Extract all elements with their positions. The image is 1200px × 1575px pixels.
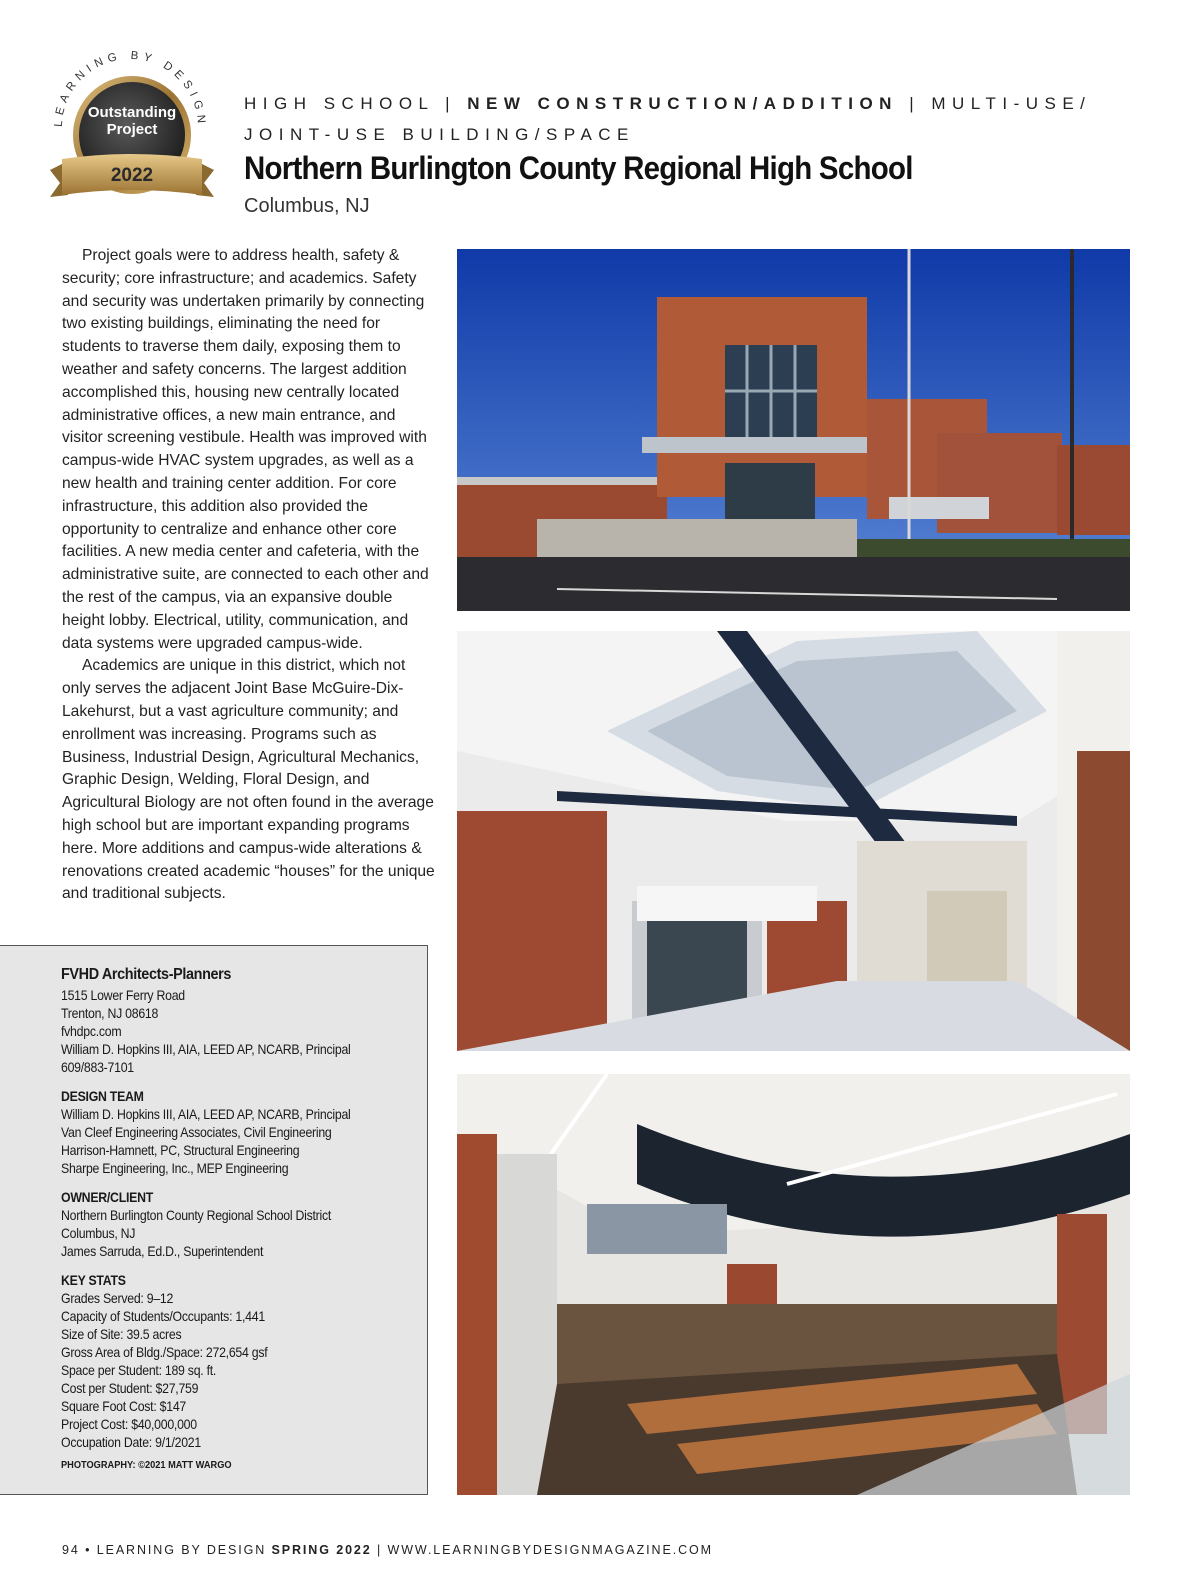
media-center-photo bbox=[457, 1074, 1130, 1495]
page-footer bbox=[62, 1543, 713, 1557]
design-team-item: Harrison-Hamnett, PC, Structural Engineering bbox=[61, 1142, 300, 1158]
article-paragraph: Academics are unique in this district, which not only serves the adjacent Joint Base McGuire-Dix-Lakehurst, but a vast agriculture community; and enrollment was increasing. Programs such as Business, Industrial Design, Agricultural Mechanics, Graphic Design, Welding, Floral Design, and Agricultural Biology are not often found in the average high school but are important expanding programs here. More additions and campus-wide alterations & renovations created academic “houses” for the unique and traditional subjects. bbox=[62, 657, 435, 903]
owner-heading: OWNER/CLIENT bbox=[61, 1189, 153, 1205]
lobby-photo bbox=[457, 631, 1130, 1051]
firm-line: Trenton, NJ 08618 bbox=[61, 1005, 159, 1021]
article-paragraph: Project goals were to address health, safety & security; core infrastructure; and academics. Safety and security was undertaken primarily by connecting two existing buildings, eliminating the need for students to traverse them daily, exposing them to weather and safety concerns. The largest addition accomplished this, housing new centrally located administrative offices, a new main entrance, and visitor screening vestibule. Health was improved with campus-wide HVAC system upgrades, as well as a new health and training center addition. For core infrastructure, this addition also provided the opportunity to centralize and enhance other core facilities. A new media center and cafeteria, with the administrative suite, are connected to each other and the rest of the campus, via an expansive double height lobby. Electrical, utility, communication, and data systems were upgraded campus-wide. bbox=[62, 247, 429, 652]
article-body bbox=[62, 245, 438, 906]
design-team-heading: DESIGN TEAM bbox=[61, 1088, 144, 1104]
category-line bbox=[244, 88, 1144, 150]
location: Columbus, NJ bbox=[244, 195, 370, 217]
category-high-school: HIGH SCHOOL | bbox=[244, 94, 468, 113]
key-stat: Grades Served: 9–12 bbox=[61, 1290, 174, 1306]
key-stat: Size of Site: 39.5 acres bbox=[61, 1326, 182, 1342]
page-title: Northern Burlington County Regional High School bbox=[244, 150, 913, 186]
key-stat: Space per Student: 189 sq. ft. bbox=[61, 1362, 217, 1378]
project-info-box bbox=[0, 945, 428, 1495]
owner-item: Northern Burlington County Regional School District bbox=[61, 1207, 332, 1223]
key-stat: Gross Area of Bldg./Space: 272,654 gsf bbox=[61, 1344, 268, 1360]
firm-line: 1515 Lower Ferry Road bbox=[61, 987, 185, 1003]
key-stat: Occupation Date: 9/1/2021 bbox=[61, 1434, 201, 1450]
magazine-url: | WWW.LEARNINGBYDESIGNMAGAZINE.COM bbox=[371, 1543, 713, 1557]
category-new-construction: NEW CONSTRUCTION/ADDITION bbox=[467, 94, 898, 113]
firm-line: fvhdpc.com bbox=[61, 1023, 122, 1039]
category-joint-use: JOINT-USE BUILDING/SPACE bbox=[244, 125, 635, 144]
award-badge bbox=[40, 35, 220, 210]
key-stat: Cost per Student: $27,759 bbox=[61, 1380, 199, 1396]
badge-arc-text: LEARNING BY DESIGN bbox=[52, 49, 208, 129]
owner-item: Columbus, NJ bbox=[61, 1225, 136, 1241]
issue-label: SPRING 2022 bbox=[271, 1543, 372, 1557]
category-multi-use: | MULTI-USE/ bbox=[897, 94, 1092, 113]
key-stat: Project Cost: $40,000,000 bbox=[61, 1416, 197, 1432]
firm-name: FVHD Architects-Planners bbox=[61, 966, 232, 983]
key-stat: Capacity of Students/Occupants: 1,441 bbox=[61, 1308, 265, 1324]
design-team-item: Sharpe Engineering, Inc., MEP Engineering bbox=[61, 1160, 289, 1176]
badge-line2: Project bbox=[106, 121, 158, 138]
key-stats-heading: KEY STATS bbox=[61, 1272, 126, 1288]
firm-line: 609/883-7101 bbox=[61, 1059, 134, 1075]
exterior-photo bbox=[457, 249, 1130, 611]
owner-item: James Sarruda, Ed.D., Superintendent bbox=[61, 1243, 264, 1259]
badge-year: 2022 bbox=[110, 165, 154, 186]
key-stat: Square Foot Cost: $147 bbox=[61, 1398, 187, 1414]
page-number: 94 • LEARNING BY DESIGN bbox=[62, 1543, 272, 1557]
design-team-item: William D. Hopkins III, AIA, LEED AP, NCARB, Principal bbox=[61, 1106, 351, 1122]
firm-line: William D. Hopkins III, AIA, LEED AP, NCARB, Principal bbox=[61, 1041, 351, 1057]
badge-line1: Outstanding bbox=[87, 104, 177, 121]
award-medal-icon bbox=[40, 35, 220, 210]
design-team-item: Van Cleef Engineering Associates, Civil Engineering bbox=[61, 1124, 332, 1140]
photo-credit: PHOTOGRAPHY: ©2021 MATT WARGO bbox=[61, 1459, 232, 1471]
